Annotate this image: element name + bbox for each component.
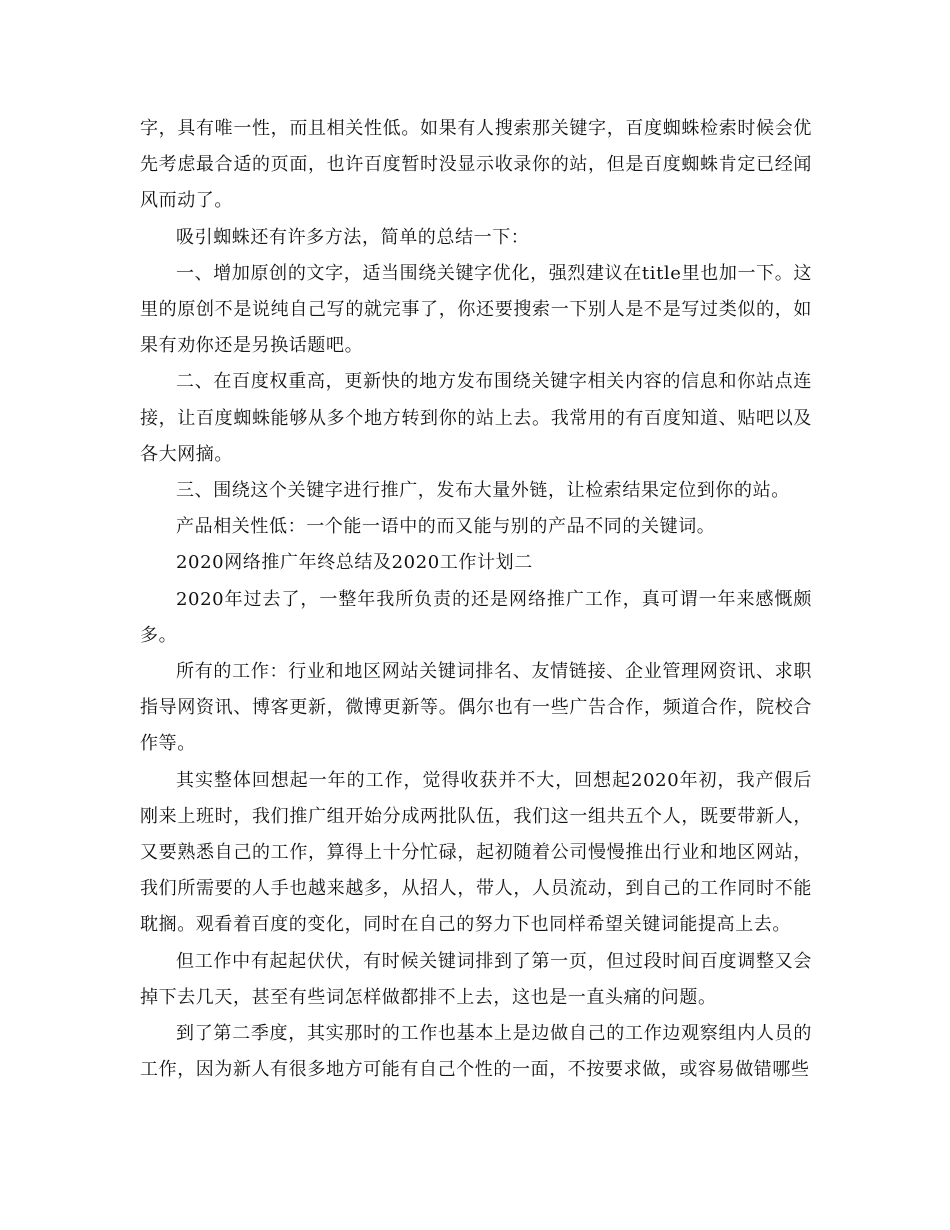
- paragraph: 2020年过去了，一整年我所负责的还是网络推广工作，真可谓一年来感慨颇多。: [140, 588, 812, 646]
- paragraph: 其实整体回想起一年的工作，觉得收获并不大，回想起2020年初，我产假后刚来上班时，我们推广组开始分成两批队伍，我们这一组共五个人，既要带新人，又要熟悉自己的工作，算得上十分忙碌，起初随着公司慢慢推出行业和地区网站，我们所需要的人手也越来越多，从招人，带人，人员流动，到自己的工作同时不能耽搁。观看着百度的变化，同时在自己的努力下也同样希望关键词能提高上去。: [140, 769, 812, 936]
- paragraph: 吸引蜘蛛还有许多方法，简单的总结一下：: [176, 226, 530, 248]
- paragraph: 所有的工作：行业和地区网站关键词排名、友情链接、企业管理网资讯、求职指导网资讯、博客更新，微博更新等。偶尔也有一些广告合作，频道合作，院校合作等。: [140, 661, 812, 755]
- paragraph: 二、在百度权重高，更新快的地方发布围绕关键字相关内容的信息和你站点连接，让百度蜘蛛能够从多个地方转到你的站上去。我常用的有百度知道、贴吧以及各大网摘。: [140, 371, 812, 465]
- paragraph: 到了第二季度，其实那时的工作也基本上是边做自己的工作边观察组内人员的工作，因为新人有很多地方可能有自己个性的一面，不按要求做，或容易做错哪些: [140, 1023, 812, 1081]
- paragraph: 字，具有唯一性，而且相关性低。如果有人搜索那关键字，百度蜘蛛检索时候会优先考虑最合适的页面，也许百度暂时没显示收录你的站，但是百度蜘蛛肯定已经闻风而动了。: [140, 118, 812, 212]
- paragraph: 三、围绕这个关键字进行推广，发布大量外链，让检索结果定位到你的站。: [176, 480, 790, 502]
- paragraph: 一、增加原创的文字，适当围绕关键字优化，强烈建议在title里也加一下。这里的原创不是说纯自己写的就完事了，你还要搜索一下别人是不是写过类似的，如果有劝你还是另换话题吧。: [140, 262, 812, 357]
- document-body: [140, 111, 812, 1088]
- section-heading: 2020网络推广年终总结及2020工作计划二: [176, 552, 533, 574]
- paragraph: 产品相关性低：一个能一语中的而又能与别的产品不同的关键词。: [176, 516, 716, 538]
- paragraph: 但工作中有起起伏伏，有时候关键词排到了第一页，但过段时间百度调整又会掉下去几天，甚至有些词怎样做都排不上去，这也是一直头痛的问题。: [140, 950, 812, 1008]
